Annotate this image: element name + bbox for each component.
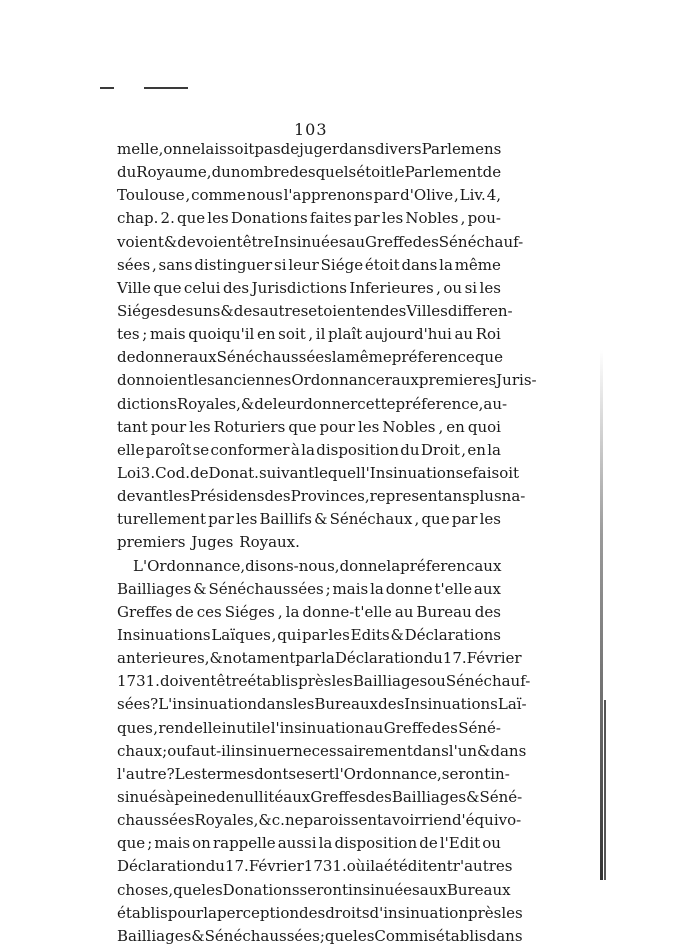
- text-line: de donner aux Sénéchaussées la même préference que: [117, 348, 503, 367]
- text-line: melle , on ne laissoit pas de juger dans divers Parlemens: [117, 140, 502, 158]
- binding-edge-shadow: [600, 350, 603, 880]
- text-line: dictions Royales , & de leur donner cette préference , au-: [117, 394, 508, 413]
- text-line: tes ; mais quoiqu'il en soit , il plaît aujourd'hui au Roi: [117, 325, 501, 344]
- text-line: chaussées Royales , &c. ne paroissent avoir rien d'équivo-: [117, 811, 522, 830]
- text-line: Greffes de ces Siéges , la donne-t'elle au Bureau des: [117, 602, 501, 621]
- text-line: Siéges des uns & des autres etoient en des Villes differen-: [117, 301, 513, 320]
- text-line: ques , rend elle inutile l'insinuation au Greffe des Séné-: [117, 718, 501, 737]
- text-line: du Royaume , du nombre desquels étoit le Parlement de: [117, 163, 502, 182]
- text-line: Loi 3. Cod. de Donat. suivant lequel l'Insinuation se faisoit: [117, 463, 520, 482]
- text-line: anterieures , & notament par la Déclaration du 17. Février: [117, 649, 522, 668]
- text-line: sées ? L'insinuation dans les Bureaux des Insinuations Laï-: [117, 695, 527, 714]
- text-line: Bailliages & Sénéchaussées ; mais la donne t'elle aux: [117, 579, 501, 598]
- text-line: turellement par les Baillifs & Sénéchaux , que par les: [117, 510, 501, 529]
- text-line: établis pour la perception des droits d'insinuation près les: [117, 903, 523, 922]
- header-rule-long: [144, 87, 188, 89]
- text-line: voient & devoient être Insinuées au Greffe des Sénéchauf-: [117, 232, 524, 251]
- text-line: Déclaration du 17. Février 1731. où il a été dit entr'autres: [117, 857, 513, 876]
- text-line: sinués à peine de nullité aux Greffes des Bailliages & Séné-: [117, 787, 523, 806]
- text-line: Toulouse , comme nous l'apprenons par d'Olive , Liv. 4,: [117, 186, 501, 205]
- header-rule-short: [100, 87, 114, 89]
- body-text: [117, 138, 537, 948]
- text-line: 1731. doivent être établis près les Bailliages ou Sénéchauf-: [117, 672, 531, 691]
- text-line: chaux ; ou faut-il insinuer necessairement dans l'un & dans: [117, 741, 527, 760]
- text-line: Ville que celui des Jurisdictions Inferieures , ou si les: [117, 278, 501, 297]
- text-line: tant pour les Roturiers que pour les Nobles , en quoi: [117, 417, 501, 436]
- text-line: choses , que les Donations seront insinuées aux Bureaux: [117, 880, 511, 899]
- text-line: Insinuations Laïques , qui par les Edits & Déclarations: [117, 625, 501, 644]
- text-line: l'autre ? Les termes dont se sert l'Ordonnance , seront in-: [117, 764, 510, 783]
- text-line: elle paroît se conformer à la disposition du Droit , en la: [117, 440, 501, 459]
- text-line: premiers Juges Royaux.: [117, 533, 300, 552]
- page-number: 103: [294, 120, 328, 139]
- text-line: L'Ordonnance , disons-nous , donne la préferenc aux: [133, 556, 502, 575]
- text-line: Bailliages & Sénéchaussées ; que les Commis établis dans: [117, 926, 523, 945]
- text-line: devant les Présidens des Provinces , representans plus na-: [117, 487, 526, 506]
- text-line: chap. 2. que les Donations faites par les Nobles , pou-: [117, 209, 501, 228]
- text-line: que ; mais on rappelle aussi la disposition de l'Edit ou: [117, 834, 501, 853]
- binding-edge-line: [604, 700, 606, 880]
- text-line: sées , sans distinguer si leur Siége étoit dans la même: [117, 255, 501, 274]
- text-line: donnoient les anciennes Ordonnancer aux premieres Juris-: [117, 371, 537, 390]
